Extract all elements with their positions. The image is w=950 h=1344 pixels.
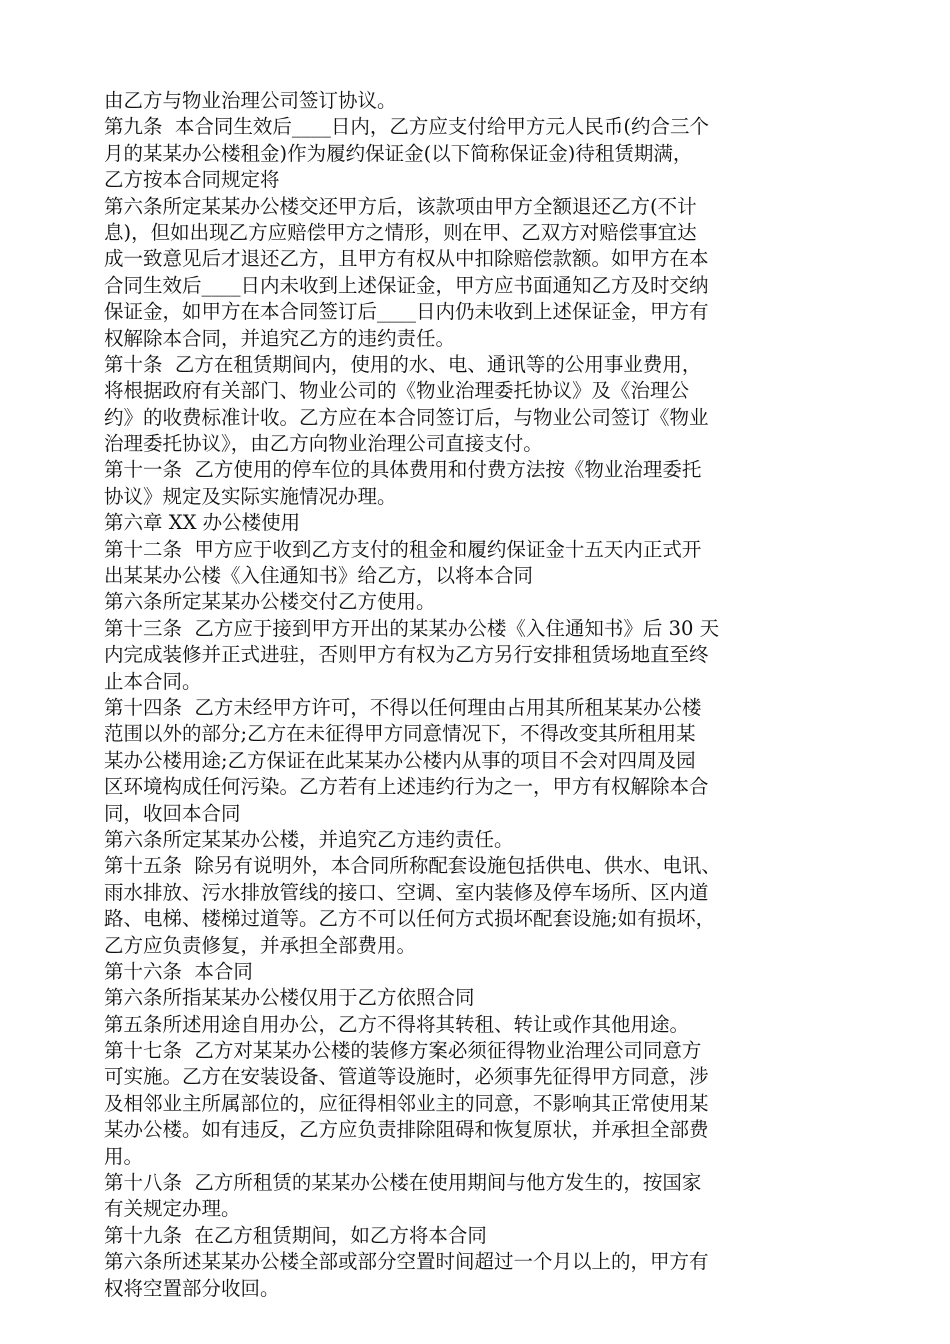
text-line: 月的某某办公楼租金)作为履约保证金(以下简称保证金)待租赁期满， xyxy=(104,141,693,165)
text-line: 某办公楼用途;乙方保证在此某某办公楼内从事的项目不会对四周及园 xyxy=(104,748,696,772)
text-line: 第六条所述某某办公楼全部或部分空置时间超过一个月以上的，甲方有 xyxy=(104,1250,709,1274)
article-18-heading-line: 第十八条 乙方所租赁的某某办公楼在使用期间与他方发生的，按国家 xyxy=(104,1171,702,1195)
text-line: 协议》规定及实际实施情况办理。 xyxy=(104,484,397,508)
text-line: 第六条所定某某办公楼交付乙方使用。 xyxy=(104,590,436,614)
text-line: 成一致意见后才退还乙方，且甲方有权从中扣除赔偿款额。如甲方在本 xyxy=(104,247,709,271)
article-15-heading-line: 第十五条 除另有说明外，本合同所称配套设施包括供电、供水、电讯、 xyxy=(104,854,721,878)
text-line: 息)，但如出现乙方应赔偿甲方之情形，则在甲、乙双方对赔偿事宜达 xyxy=(104,220,697,244)
text-line: 第六条所指某某办公楼仅用于乙方依照合同 xyxy=(104,986,475,1010)
text-line: 止本合同。 xyxy=(104,669,202,693)
text-line: 治理委托协议》，由乙方向物业治理公司直接支付。 xyxy=(104,432,543,456)
article-14-heading-line: 第十四条 乙方未经甲方许可，不得以任何理由占用其所租某某办公楼 xyxy=(104,695,702,719)
chapter-6-heading: 第六章 XX 办公楼使用 xyxy=(104,511,301,535)
text-line: 出某某办公楼《入住通知书》给乙方，以将本合同 xyxy=(104,564,534,588)
contract-page-body xyxy=(104,88,856,1302)
text-line: 第五条所述用途自用办公，乙方不得将其转租、转让或作其他用途。 xyxy=(104,1012,690,1036)
text-line: 保证金，如甲方在本合同签订后____日内仍未收到上述保证金，甲方有 xyxy=(104,300,709,324)
article-17-heading-line: 第十七条 乙方对某某办公楼的装修方案必须征得物业治理公司同意方 xyxy=(104,1039,702,1063)
text-line: 权将空置部分收回。 xyxy=(104,1276,280,1300)
text-line: 雨水排放、污水排放管线的接口、空调、室内装修及停车场所、区内道 xyxy=(104,880,709,904)
text-line: 权解除本合同，并追究乙方的违约责任。 xyxy=(104,326,456,350)
text-line: 区环境构成任何污染。乙方若有上述违约行为之一，甲方有权解除本合 xyxy=(104,775,709,799)
article-16-heading-line: 第十六条 本合同 xyxy=(104,959,253,983)
text-line: 第六条所定某某办公楼，并追究乙方违约责任。 xyxy=(104,827,514,851)
text-line: 路、电梯、楼梯过道等。乙方不可以任何方式损坏配套设施;如有损坏， xyxy=(104,907,716,931)
article-19-heading-line: 第十九条 在乙方租赁期间，如乙方将本合同 xyxy=(104,1223,487,1247)
text-line: 可实施。乙方在安装设备、管道等设施时，必须事先征得甲方同意，涉 xyxy=(104,1065,709,1089)
text-line: 用。 xyxy=(104,1144,144,1168)
text-line: 范围以外的部分;乙方在未征得甲方同意情况下，不得改变其所租用某 xyxy=(104,722,696,746)
text-line: 同，收回本合同 xyxy=(104,801,241,825)
text-line: 约》的收费标准计收。乙方应在本合同签订后，与物业公司签订《物业 xyxy=(104,405,709,429)
text-line: 有关规定办理。 xyxy=(104,1197,241,1221)
text-line: 内完成装修并正式进驻，否则甲方有权为乙方另行安排租赁场地直至终 xyxy=(104,643,709,667)
text-line: 将根据政府有关部门、物业公司的《物业治理委托协议》及《治理公 xyxy=(104,379,690,403)
text-line: 由乙方与物业治理公司签订协议。 xyxy=(104,89,397,112)
text-line: 及相邻业主所属部位的，应征得相邻业主的同意，不影响其正常使用某 xyxy=(104,1091,709,1115)
article-11-heading-line: 第十一条 乙方使用的停车位的具体费用和付费方法按《物业治理委托 xyxy=(104,458,702,482)
article-9-heading-line: 第九条 本合同生效后____日内，乙方应支付给甲方元人民币(约合三个 xyxy=(104,115,710,139)
article-10-heading-line: 第十条 乙方在租赁期间内，使用的水、电、通讯等的公用事业费用， xyxy=(104,352,702,376)
text-line: 合同生效后____日内未收到上述保证金，甲方应书面通知乙方及时交纳 xyxy=(104,273,709,297)
article-12-heading-line: 第十二条 甲方应于收到乙方支付的租金和履约保证金十五天内正式开 xyxy=(104,537,702,561)
text-line: 乙方按本合同规定将 xyxy=(104,168,280,192)
text-line: 某办公楼。如有违反，乙方应负责排除阻碍和恢复原状，并承担全部费 xyxy=(104,1118,709,1142)
text-line: 第六条所定某某办公楼交还甲方后，该款项由甲方全额退还乙方(不计 xyxy=(104,194,697,218)
article-13-heading-line: 第十三条 乙方应于接到甲方开出的某某办公楼《入住通知书》后 30 天 xyxy=(104,616,720,640)
text-line: 乙方应负责修复，并承担全部费用。 xyxy=(104,933,417,957)
